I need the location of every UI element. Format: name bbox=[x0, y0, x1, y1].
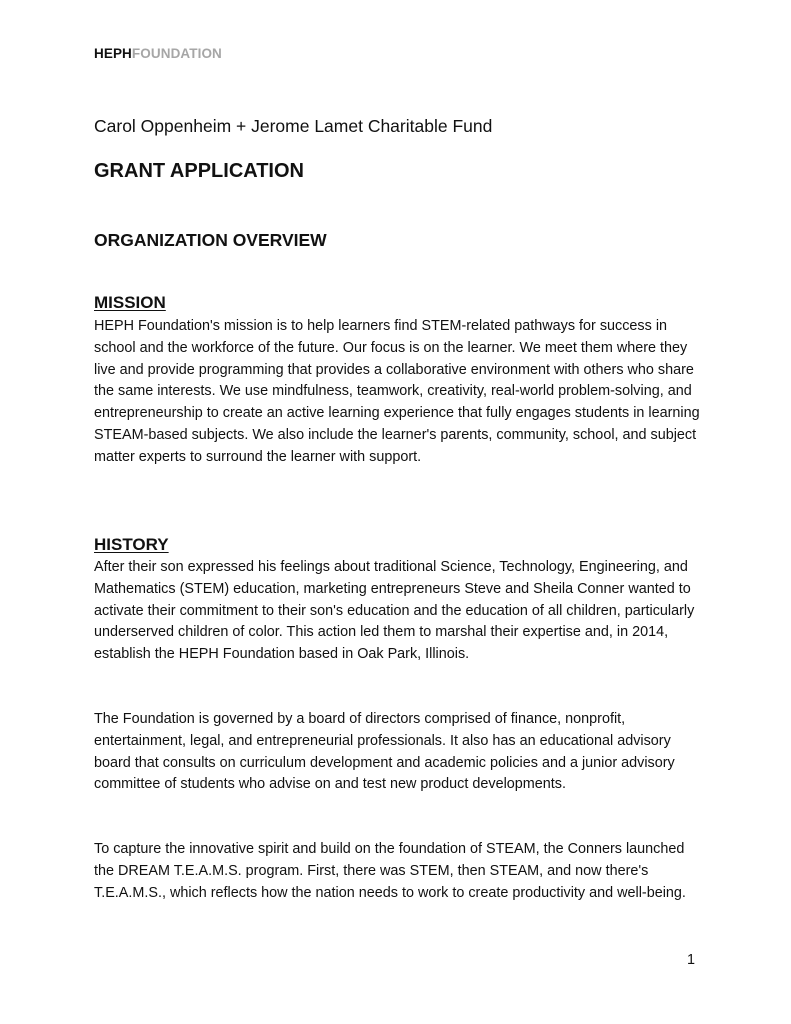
brand-logo-heph: HEPH bbox=[94, 46, 132, 61]
history-paragraph: The Foundation is governed by a board of directors comprised of finance, nonprofit, entertainment, legal, and entrepreneurial professionals. It also has an educational advisory board that consults on curriculum development and academic policies and a junior advisory committee of students who advise on and test new product developments. bbox=[94, 711, 675, 793]
history-paragraph: After their son expressed his feelings about traditional Science, Technology, Engineering, and Mathematics (STEM) education, marketing entrepreneurs Steve and Sheila Conner wanted to activate their commitment to their son's education and the education of all children, particularly underserved children of color. This action led them to marshal their expertise and, in 2014, establish the HEPH Foundation based in Oak Park, Illinois. bbox=[94, 559, 695, 663]
brand-logo bbox=[94, 46, 222, 61]
history-paragraph: To capture the innovative spirit and build on the foundation of STEAM, the Conners launched the DREAM T.E.A.M.S. program. First, there was STEM, then STEAM, and now there's T.E.A.M.S., which reflects how the nation needs to work to create productivity and well-being. bbox=[94, 841, 686, 901]
fund-name: Carol Oppenheim + Jerome Lamet Charitable Fund bbox=[94, 116, 493, 136]
brand-logo-foundation: FOUNDATION bbox=[131, 46, 222, 61]
page-number: 1 bbox=[686, 952, 695, 968]
document-title: GRANT APPLICATION bbox=[94, 160, 304, 182]
section-title: ORGANIZATION OVERVIEW bbox=[94, 230, 327, 250]
mission-paragraph: HEPH Foundation's mission is to help learners find STEM-related pathways for success in school and the workforce of the future. Our focus is on the learner. We meet them where they live and provide programming that provides a collaborative environment with others who share the same interests. We use mindfulness, teamwork, creativity, real-world problem-solving, and entrepreneurship to create an active learning experience that fully engages students in learning STEAM-based subjects. We also include the learner's parents, community, school, and subject matter experts to surround the learner with support. bbox=[94, 318, 700, 465]
history-heading: HISTORY bbox=[94, 535, 169, 554]
mission-heading: MISSION bbox=[94, 293, 166, 312]
